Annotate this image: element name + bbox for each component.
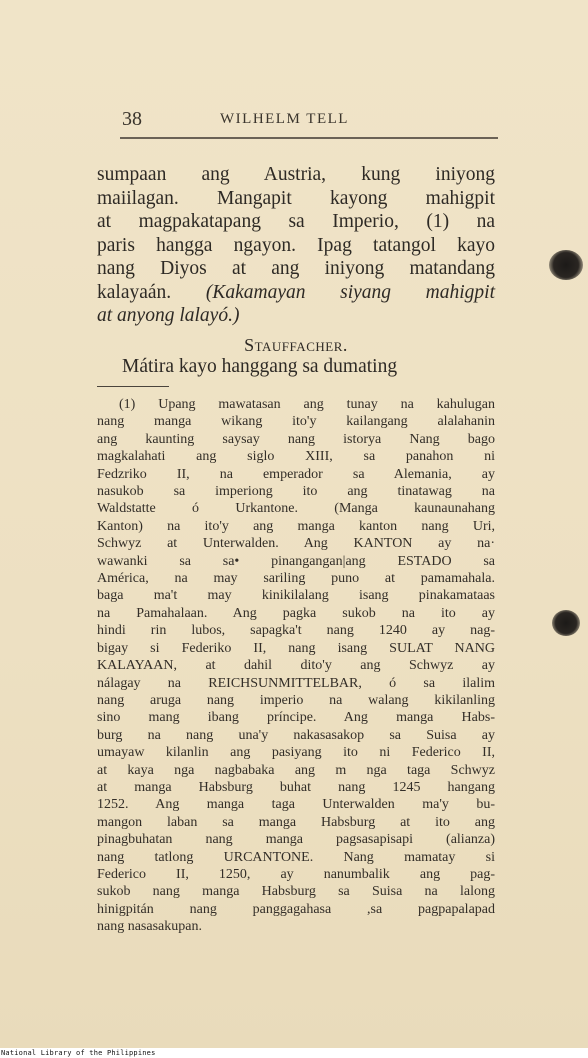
- page-header: [120, 108, 500, 130]
- footnote-line: Schwyz at Unterwalden. Ang KANTON ay na·: [97, 536, 495, 552]
- footnote-line: mangon laban sa manga Habsburg at ito ang: [97, 814, 495, 830]
- footnote-line: sino mang ibang príncipe. Ang manga Habs-: [97, 710, 495, 726]
- footnote-line: nasukob sa imperiong ito ang tinatawag na: [97, 484, 495, 500]
- footnote-line: nálagay na REICHSUNMITTELBAR, ó sa ilalim: [97, 675, 495, 691]
- body-line: nang Diyos at ang iniyong matandang: [97, 258, 495, 279]
- body-line: at magpakatapang sa Imperio, (1) na: [97, 211, 495, 232]
- footnote-line: hinigpitán nang panggagahasa ,sa pagpapalapad: [97, 901, 495, 917]
- speaker-name: [97, 335, 495, 356]
- running-title: WILHELM TELL: [220, 111, 349, 127]
- footnote-line: nang nasasakupan.: [97, 919, 202, 935]
- footnote-line: at manga Habsburg buhat nang 1245 hangang: [97, 779, 495, 795]
- footnote: [97, 396, 495, 936]
- body-line: sumpaan ang Austria, kung iniyong: [97, 164, 495, 185]
- header-rule: [120, 137, 498, 139]
- footnote-line: nang aruga nang imperio na walang kikilanling: [97, 692, 495, 708]
- footnote-line: wawanki sa sa• pinangangan|ang ESTADO sa: [97, 553, 495, 569]
- footnote-line: hindi rin lubos, sapagka't nang 1240 ay nag-: [97, 623, 495, 639]
- stage-direction-cont: at anyong lalayó.): [97, 305, 240, 326]
- speech-line: Mátira kayo hanggang sa dumating: [122, 356, 398, 377]
- footnote-line: magkalahati ang siglo XIII, sa panahon ni: [97, 449, 495, 465]
- footnote-line: nang manga wikang ito'y kailangang alalahanin: [97, 414, 495, 430]
- stage-direction: (Kakamayan siyang mahigpit: [205, 281, 496, 303]
- page-number: 38: [122, 108, 142, 130]
- footnote-line: baga ma't may kinikilalang isang pinakamataas: [97, 588, 495, 604]
- footnote-line: Fedzriko II, na emperador sa Alemania, ay: [97, 466, 495, 482]
- footnote-line: América, na may sariling puno at pamamahala.: [97, 571, 495, 587]
- footnote-line: ang kaunting saysay nang istorya Nang bago: [97, 431, 495, 447]
- footnote-line: nang tatlong URCANTONE. Nang mamatay si: [97, 849, 495, 865]
- body-line: maiilagan. Mangapit kayong mahigpit: [97, 187, 495, 209]
- footnote-line: bigay si Federiko II, nang isang SULAT NANG: [97, 640, 495, 656]
- footnote-line: na Pamahalaan. Ang pagka sukob na ito ay: [97, 605, 495, 621]
- ink-blot: [552, 610, 580, 636]
- footnote-line: umayaw kilanlin ang pasiyang ito ni Federico II,: [97, 745, 495, 761]
- speaker-label: Stauffacher.: [244, 335, 348, 355]
- footnote-line: burg na nang una'y nakasasakop sa Suisa ay: [97, 727, 495, 743]
- dialogue-paragraph: [97, 163, 495, 328]
- footnote-line: KALAYAAN, at dahil dito'y ang Schwyz ay: [97, 658, 495, 674]
- footnote-line: Waldstatte ó Urkantone. (Manga kaunaunahang: [97, 501, 495, 517]
- body-line-text: kalayaán.: [97, 281, 172, 303]
- body-line: [97, 281, 495, 305]
- footnote-line: Kanton) na ito'y ang manga kanton nang Uri,: [97, 518, 495, 534]
- library-watermark: National Library of the Philippines: [1, 1049, 156, 1057]
- ink-blot: [549, 250, 583, 280]
- footnote-line: (1) Upang mawatasan ang tunay na kahulugan: [119, 397, 495, 412]
- footnote-rule: [97, 386, 169, 387]
- footnote-line: 1252. Ang manga taga Unterwalden ma'y bu-: [97, 797, 495, 813]
- footnote-line: sukob nang manga Habsburg sa Suisa na lalong: [97, 884, 495, 900]
- footnote-line: Federico II, 1250, ay nanumbalik ang pag-: [97, 866, 495, 882]
- body-line: paris hangga ngayon. Ipag tatangol kayo: [97, 234, 495, 256]
- footnote-line: pinagbuhatan nang manga pagsasapisapi (alianza): [97, 832, 495, 848]
- footnote-line: at kaya nga nagbabaka ang m nga taga Schwyz: [97, 762, 495, 778]
